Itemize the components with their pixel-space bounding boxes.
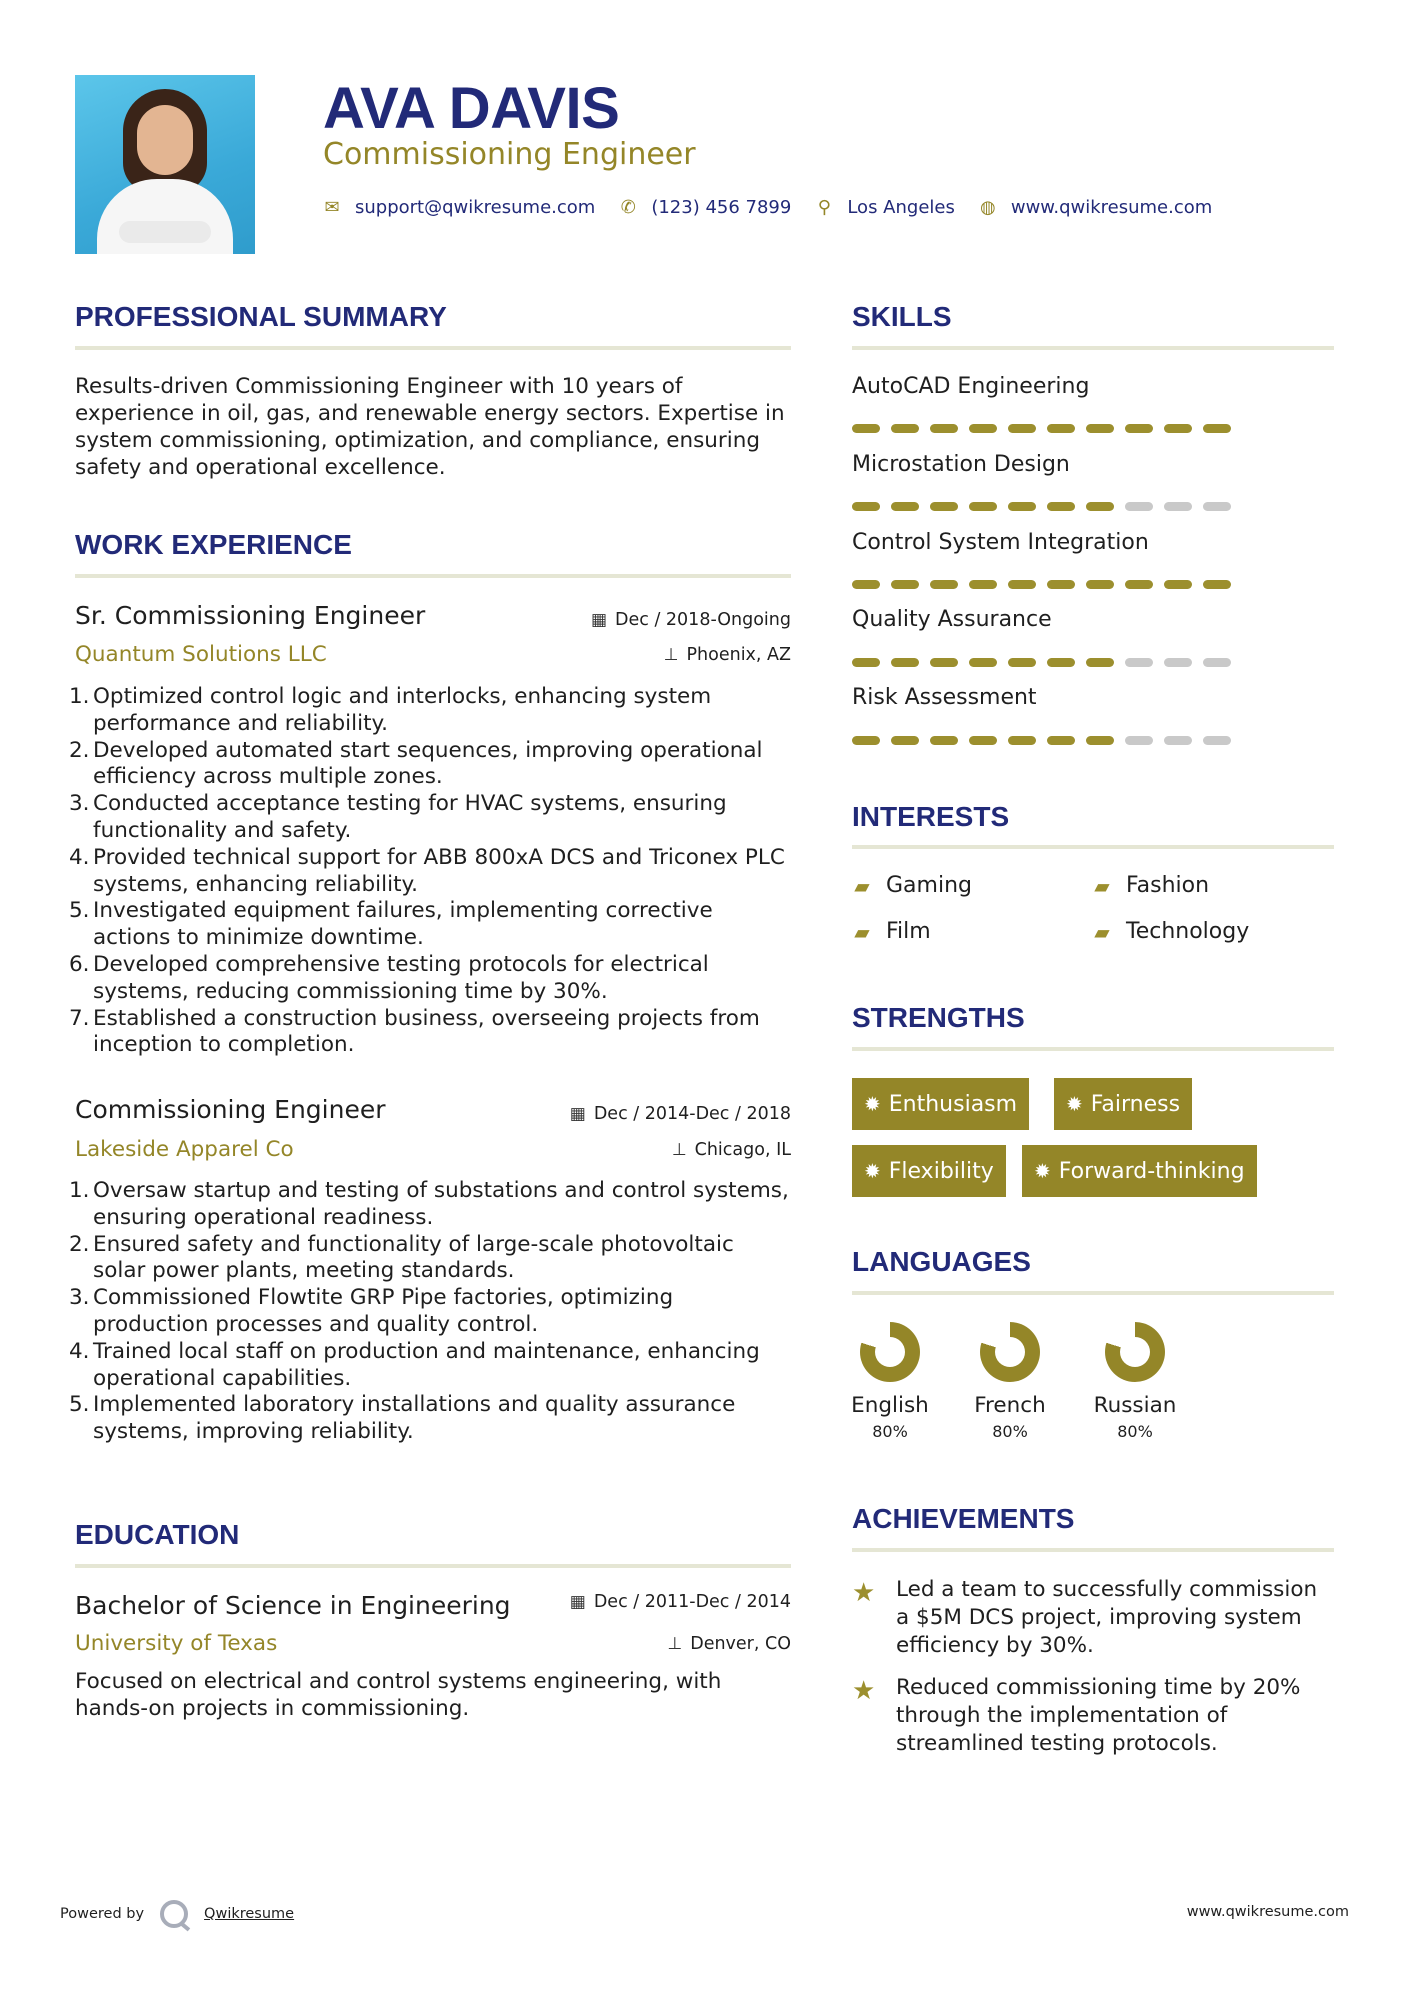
list-item: 3. Commissioned Flowtite GRP Pipe factories, optimizing production processes and quality control. — [69, 1285, 674, 1337]
strength-label: Forward-thinking — [1058, 1159, 1245, 1184]
language-item — [1085, 1322, 1185, 1452]
skill-dot-empty — [1125, 658, 1153, 667]
strength-chip — [1022, 1145, 1257, 1197]
book-icon: ▰ — [1094, 920, 1110, 944]
skill-dot-filled — [891, 736, 919, 745]
skill-dot-filled — [1086, 580, 1114, 589]
skill-dot-filled — [1164, 424, 1192, 433]
interest-item — [852, 872, 972, 900]
interests-divider — [852, 845, 1334, 849]
education-location — [667, 1632, 791, 1656]
skill-level-bar — [852, 658, 1232, 668]
contact-email[interactable] — [323, 197, 595, 218]
skill-dot-empty — [1203, 502, 1231, 511]
contact-bar — [323, 193, 1236, 221]
bullet-text: Provided technical support for ABB 800xA DCS and Triconex PLC systems, enhancing reliability. — [93, 844, 785, 897]
skill-name: Microstation Design — [852, 452, 1070, 477]
gear-icon: ✹ — [864, 1092, 881, 1116]
skill-level-bar — [852, 424, 1232, 434]
school-name: University of Texas — [75, 1631, 278, 1656]
bullet-text: Implemented laboratory installations and quality assurance systems, improving reliability. — [93, 1392, 736, 1445]
skill-dot-filled — [969, 580, 997, 589]
achievements-heading: ACHIEVEMENTS — [852, 1503, 1075, 1534]
skills-divider — [852, 346, 1334, 350]
skill-dot-filled — [969, 658, 997, 667]
qwikresume-logo-icon — [160, 1900, 188, 1928]
contact-location — [815, 197, 955, 218]
skill-dot-filled — [930, 424, 958, 433]
language-name: French — [974, 1393, 1046, 1418]
achievement-text: Led a team to successfully commission a $5M DCS project, improving system efficiency by 30%. — [896, 1577, 1318, 1658]
strength-chip — [1054, 1078, 1192, 1130]
strength-label: Flexibility — [888, 1159, 994, 1184]
list-item: 6. Developed comprehensive testing protocols for electrical systems, reducing commissioning time by 30%. — [69, 951, 709, 1004]
language-ring — [860, 1322, 920, 1382]
language-ring — [1105, 1322, 1165, 1382]
list-item: 7. Established a construction business, overseeing projects from inception to completion. — [69, 1005, 760, 1058]
pushpin-icon: ⊥ — [667, 1634, 683, 1654]
skill-dot-empty — [1164, 736, 1192, 745]
job-dates-text: Dec / 2018-Ongoing — [615, 610, 791, 630]
interest-item — [1092, 918, 1249, 946]
achievement-item — [852, 1674, 1332, 1764]
list-item: 2. Ensured safety and functionality of large-scale photovoltaic solar power plants, meeting standards. — [69, 1231, 734, 1284]
skill-dot-filled — [1086, 736, 1114, 745]
language-item — [960, 1322, 1060, 1452]
skill-name: AutoCAD Engineering — [852, 374, 1090, 399]
bullet-text: Oversaw startup and testing of substations and control systems, ensuring operational readiness. — [93, 1178, 789, 1230]
experience-heading: WORK EXPERIENCE — [75, 529, 352, 560]
interest-label: Fashion — [1126, 873, 1210, 898]
envelope-icon: ✉ — [324, 196, 340, 218]
achievement-text: Reduced commissioning time by 20% through the implementation of streamlined testing protocols. — [896, 1675, 1301, 1756]
job-bullets — [69, 684, 791, 1059]
skill-dot-filled — [1008, 502, 1036, 511]
footer-url[interactable]: www.qwikresume.com — [1186, 1904, 1349, 1920]
skill-dot-empty — [1203, 736, 1231, 745]
skill-dot-filled — [930, 658, 958, 667]
powered-by-label: Powered by — [60, 1906, 145, 1922]
job-dates — [591, 608, 791, 632]
skill-dot-filled — [1086, 502, 1114, 511]
languages-divider — [852, 1291, 1334, 1295]
job-location — [672, 1138, 791, 1162]
skill-dot-filled — [891, 424, 919, 433]
skill-dot-filled — [1008, 658, 1036, 667]
skill-dot-filled — [930, 502, 958, 511]
job-dates-text: Dec / 2014-Dec / 2018 — [593, 1104, 791, 1124]
gear-icon: ✹ — [1034, 1159, 1051, 1183]
summary-heading: PROFESSIONAL SUMMARY — [75, 301, 447, 332]
skill-dot-filled — [1047, 580, 1075, 589]
language-item — [840, 1322, 940, 1452]
skill-dot-filled — [1164, 580, 1192, 589]
education-location-text: Denver, CO — [690, 1634, 791, 1654]
skills-heading: SKILLS — [852, 301, 952, 332]
skill-dot-filled — [1086, 424, 1114, 433]
interests-heading: INTERESTS — [852, 801, 1010, 832]
experience-divider — [75, 574, 791, 578]
skill-dot-filled — [930, 736, 958, 745]
skill-dot-filled — [1047, 736, 1075, 745]
skill-dot-empty — [1164, 658, 1192, 667]
language-ring — [980, 1322, 1040, 1382]
calendar-icon: ▦ — [569, 1592, 586, 1612]
skill-name: Risk Assessment — [852, 685, 1037, 710]
list-item: 5. Implemented laboratory installations and quality assurance systems, improving reliability. — [69, 1392, 736, 1445]
summary-divider — [75, 346, 791, 350]
strength-label: Enthusiasm — [888, 1092, 1018, 1117]
job-company: Quantum Solutions LLC — [75, 642, 327, 667]
job-title: Sr. Commissioning Engineer — [75, 601, 426, 630]
list-item: 1. Oversaw startup and testing of substations and control systems, ensuring operational readiness. — [69, 1178, 789, 1230]
contact-phone-text: (123) 456 7899 — [651, 196, 792, 218]
contact-website-text: www.qwikresume.com — [1010, 196, 1213, 218]
skill-dot-filled — [969, 424, 997, 433]
skill-dot-filled — [1047, 502, 1075, 511]
strengths-heading: STRENGTHS — [852, 1002, 1025, 1033]
calendar-icon: ▦ — [590, 610, 608, 630]
skill-dot-filled — [930, 580, 958, 589]
skill-name: Control System Integration — [852, 530, 1149, 555]
calendar-icon: ▦ — [569, 1104, 586, 1124]
skill-dot-filled — [1008, 580, 1036, 589]
globe-icon: ◍ — [979, 196, 996, 218]
bullet-text: Developed comprehensive testing protocols for electrical systems, reducing commissioning time by 30%. — [93, 951, 709, 1004]
skill-dot-filled — [969, 736, 997, 745]
candidate-role: Commissioning Engineer — [323, 137, 696, 172]
candidate-name: AVA DAVIS — [323, 76, 620, 141]
skill-level-bar — [852, 580, 1232, 590]
bullet-text: Commissioned Flowtite GRP Pipe factories, optimizing production processes and quality control. — [93, 1285, 674, 1337]
skill-dot-filled — [1203, 580, 1231, 589]
language-name: English — [851, 1393, 929, 1418]
contact-email-text: support@qwikresume.com — [355, 196, 596, 218]
bullet-text: Developed automated start sequences, improving operational efficiency across multiple zones. — [93, 737, 763, 790]
language-name: Russian — [1093, 1393, 1177, 1418]
skill-dot-filled — [1008, 736, 1036, 745]
contact-location-text: Los Angeles — [847, 196, 955, 218]
skill-level-bar — [852, 736, 1232, 746]
language-percent: 80% — [872, 1422, 908, 1441]
job-location-text: Phoenix, AZ — [686, 645, 791, 665]
skill-dot-filled — [852, 736, 880, 745]
list-item: 5. Investigated equipment failures, implementing corrective actions to minimize downtime. — [69, 898, 713, 951]
interest-label: Film — [886, 919, 931, 944]
strength-chip — [852, 1078, 1029, 1130]
skill-dot-filled — [852, 580, 880, 589]
skill-dot-filled — [1203, 424, 1231, 433]
skill-dot-filled — [1047, 658, 1075, 667]
skill-dot-filled — [891, 580, 919, 589]
interest-item — [852, 918, 931, 946]
skill-dot-filled — [852, 658, 880, 667]
strength-label: Fairness — [1090, 1092, 1181, 1117]
skill-dot-filled — [1047, 424, 1075, 433]
job-dates — [570, 1102, 791, 1126]
pushpin-icon: ⊥ — [663, 645, 679, 665]
education-dates — [570, 1590, 791, 1614]
bullet-text: Investigated equipment failures, implementing corrective actions to minimize downtime. — [93, 898, 713, 951]
skill-dot-empty — [1125, 736, 1153, 745]
skill-dot-filled — [891, 658, 919, 667]
skill-level-bar — [852, 502, 1232, 512]
skill-dot-filled — [1008, 424, 1036, 433]
skill-dot-empty — [1203, 658, 1231, 667]
job-location — [664, 643, 791, 667]
list-item: 4. Provided technical support for ABB 800xA DCS and Triconex PLC systems, enhancing reliability. — [69, 844, 785, 897]
star-icon: ★ — [852, 1578, 876, 1608]
skill-dot-filled — [891, 502, 919, 511]
skill-dot-filled — [1086, 658, 1114, 667]
job-location-text: Chicago, IL — [694, 1140, 791, 1160]
book-icon: ▰ — [854, 920, 870, 944]
education-divider — [75, 1564, 791, 1568]
education-dates-text: Dec / 2011-Dec / 2014 — [593, 1592, 791, 1612]
interest-item — [1092, 872, 1209, 900]
list-item: 2. Developed automated start sequences, improving operational efficiency across multiple zones. — [69, 737, 763, 790]
achievements-divider — [852, 1548, 1334, 1552]
achievement-item — [852, 1576, 1332, 1666]
gear-icon: ✹ — [864, 1159, 881, 1183]
skill-name: Quality Assurance — [852, 607, 1052, 632]
list-item: 4. Trained local staff on production and maintenance, enhancing operational capabilities. — [69, 1338, 760, 1391]
contact-website[interactable] — [979, 197, 1212, 218]
location-pin-icon: ⚲ — [817, 196, 831, 218]
job-bullets — [69, 1178, 791, 1446]
job-company: Lakeside Apparel Co — [75, 1137, 294, 1162]
book-icon: ▰ — [1094, 874, 1110, 898]
education-text: Focused on electrical and control systems engineering, with hands-on projects in commissioning. — [75, 1669, 722, 1721]
bullet-text: Ensured safety and functionality of large-scale photovoltaic solar power plants, meeting standards. — [93, 1231, 734, 1284]
interest-label: Gaming — [886, 873, 972, 898]
contact-phone[interactable] — [619, 197, 791, 218]
skill-dot-filled — [969, 502, 997, 511]
skill-dot-empty — [1125, 502, 1153, 511]
star-icon: ★ — [852, 1676, 876, 1706]
language-percent: 80% — [1117, 1422, 1153, 1441]
bullet-text: Established a construction business, overseeing projects from inception to completion. — [93, 1005, 760, 1058]
bullet-text: Conducted acceptance testing for HVAC systems, ensuring functionality and safety. — [93, 791, 727, 843]
skill-dot-filled — [852, 424, 880, 433]
interest-label: Technology — [1126, 919, 1250, 944]
education-heading: EDUCATION — [75, 1519, 240, 1550]
skill-dot-filled — [852, 502, 880, 511]
list-item: 3. Conducted acceptance testing for HVAC systems, ensuring functionality and safety. — [69, 791, 727, 843]
pushpin-icon: ⊥ — [671, 1140, 687, 1160]
bullet-text: Trained local staff on production and maintenance, enhancing operational capabilities. — [93, 1338, 760, 1391]
degree-title: Bachelor of Science in Engineering — [75, 1591, 511, 1620]
profile-photo — [75, 75, 255, 254]
brand-link[interactable]: Qwikresume — [204, 1906, 295, 1922]
phone-icon: ✆ — [620, 196, 636, 218]
strengths-divider — [852, 1047, 1334, 1051]
powered-by — [60, 1900, 294, 1928]
language-percent: 80% — [992, 1422, 1028, 1441]
strength-chip — [852, 1145, 1006, 1197]
summary-text: Results-driven Commissioning Engineer with 10 years of experience in oil, gas, and renewable energy sectors. Expertise in system commissioning, optimization, and compliance, ensuring safety and operational excellence. — [75, 374, 785, 480]
list-item: 1. Optimized control logic and interlocks, enhancing system performance and reliability. — [69, 684, 712, 736]
skill-dot-filled — [1125, 424, 1153, 433]
book-icon: ▰ — [854, 874, 870, 898]
bullet-text: Optimized control logic and interlocks, enhancing system performance and reliability. — [93, 684, 712, 736]
gear-icon: ✹ — [1066, 1092, 1083, 1116]
languages-heading: LANGUAGES — [852, 1246, 1031, 1277]
job-title: Commissioning Engineer — [75, 1095, 386, 1124]
skill-dot-empty — [1164, 502, 1192, 511]
skill-dot-filled — [1125, 580, 1153, 589]
